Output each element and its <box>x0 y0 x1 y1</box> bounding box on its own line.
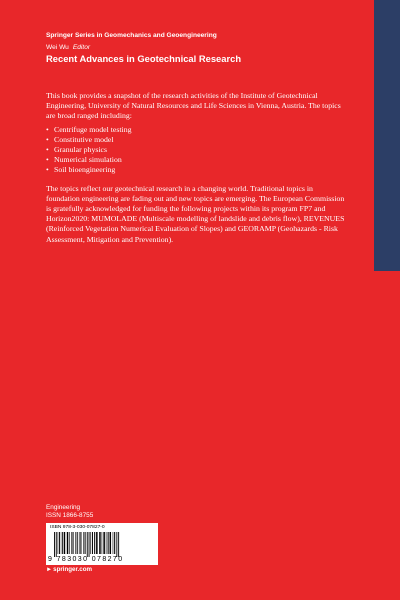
editor-role: Editor <box>72 44 91 51</box>
closing-paragraph: The topics reflect our geotechnical research in a changing world. Traditional topics in foundation engineering are fading out and new topics are emerging. The European Commission is gratefully acknowledged for funding the following projects within its program FP7 and Horizon2020: MUMOLADE (Multiscale modelling of landslide and debris flow), REVENUES (Reinforced Vegetation Numerical Evaluation of Slopes) and GEORAMP (Geohazards - Risk Assessment, Mitigation and Prevention). <box>46 183 345 244</box>
topic-item: • Numerical simulation <box>46 155 346 165</box>
spine-edge <box>374 0 400 600</box>
editor-line <box>46 44 90 51</box>
series-name: Springer Series in Geomechanics and Geoengineering <box>46 32 217 39</box>
subject-block <box>46 504 93 520</box>
publisher-url-text: springer.com <box>53 566 92 573</box>
book-title: Recent Advances in Geotechnical Research <box>46 53 242 64</box>
barcode-digits: 9 783030 078270 <box>48 556 124 563</box>
barcode-panel <box>46 523 158 565</box>
issn-label: ISSN 1866-8755 <box>46 512 94 519</box>
arrow-icon: ► <box>46 566 53 573</box>
topics-list <box>46 125 346 176</box>
description <box>46 91 346 245</box>
topic-item: • Constitutive model <box>46 135 346 145</box>
topic-item: • Centrifuge model testing <box>46 125 346 135</box>
intro-paragraph: This book provides a snapshot of the research activities of the Institute of Geotechnical Engineering, University of Natural Resources and Life Sciences in Vienna, Austria. The topics are broad ranged including: <box>46 91 341 121</box>
barcode-bars <box>54 532 154 557</box>
spine-color-band <box>374 0 400 271</box>
subject-label: Engineering <box>46 504 81 511</box>
isbn-label: ISBN 978-3-030-07827-0 <box>50 525 105 530</box>
topic-item: • Granular physics <box>46 145 346 155</box>
editor-name: Wei Wu <box>46 44 69 51</box>
publisher-link[interactable] <box>46 566 92 573</box>
topic-item: • Soil bioengineering <box>46 165 346 175</box>
